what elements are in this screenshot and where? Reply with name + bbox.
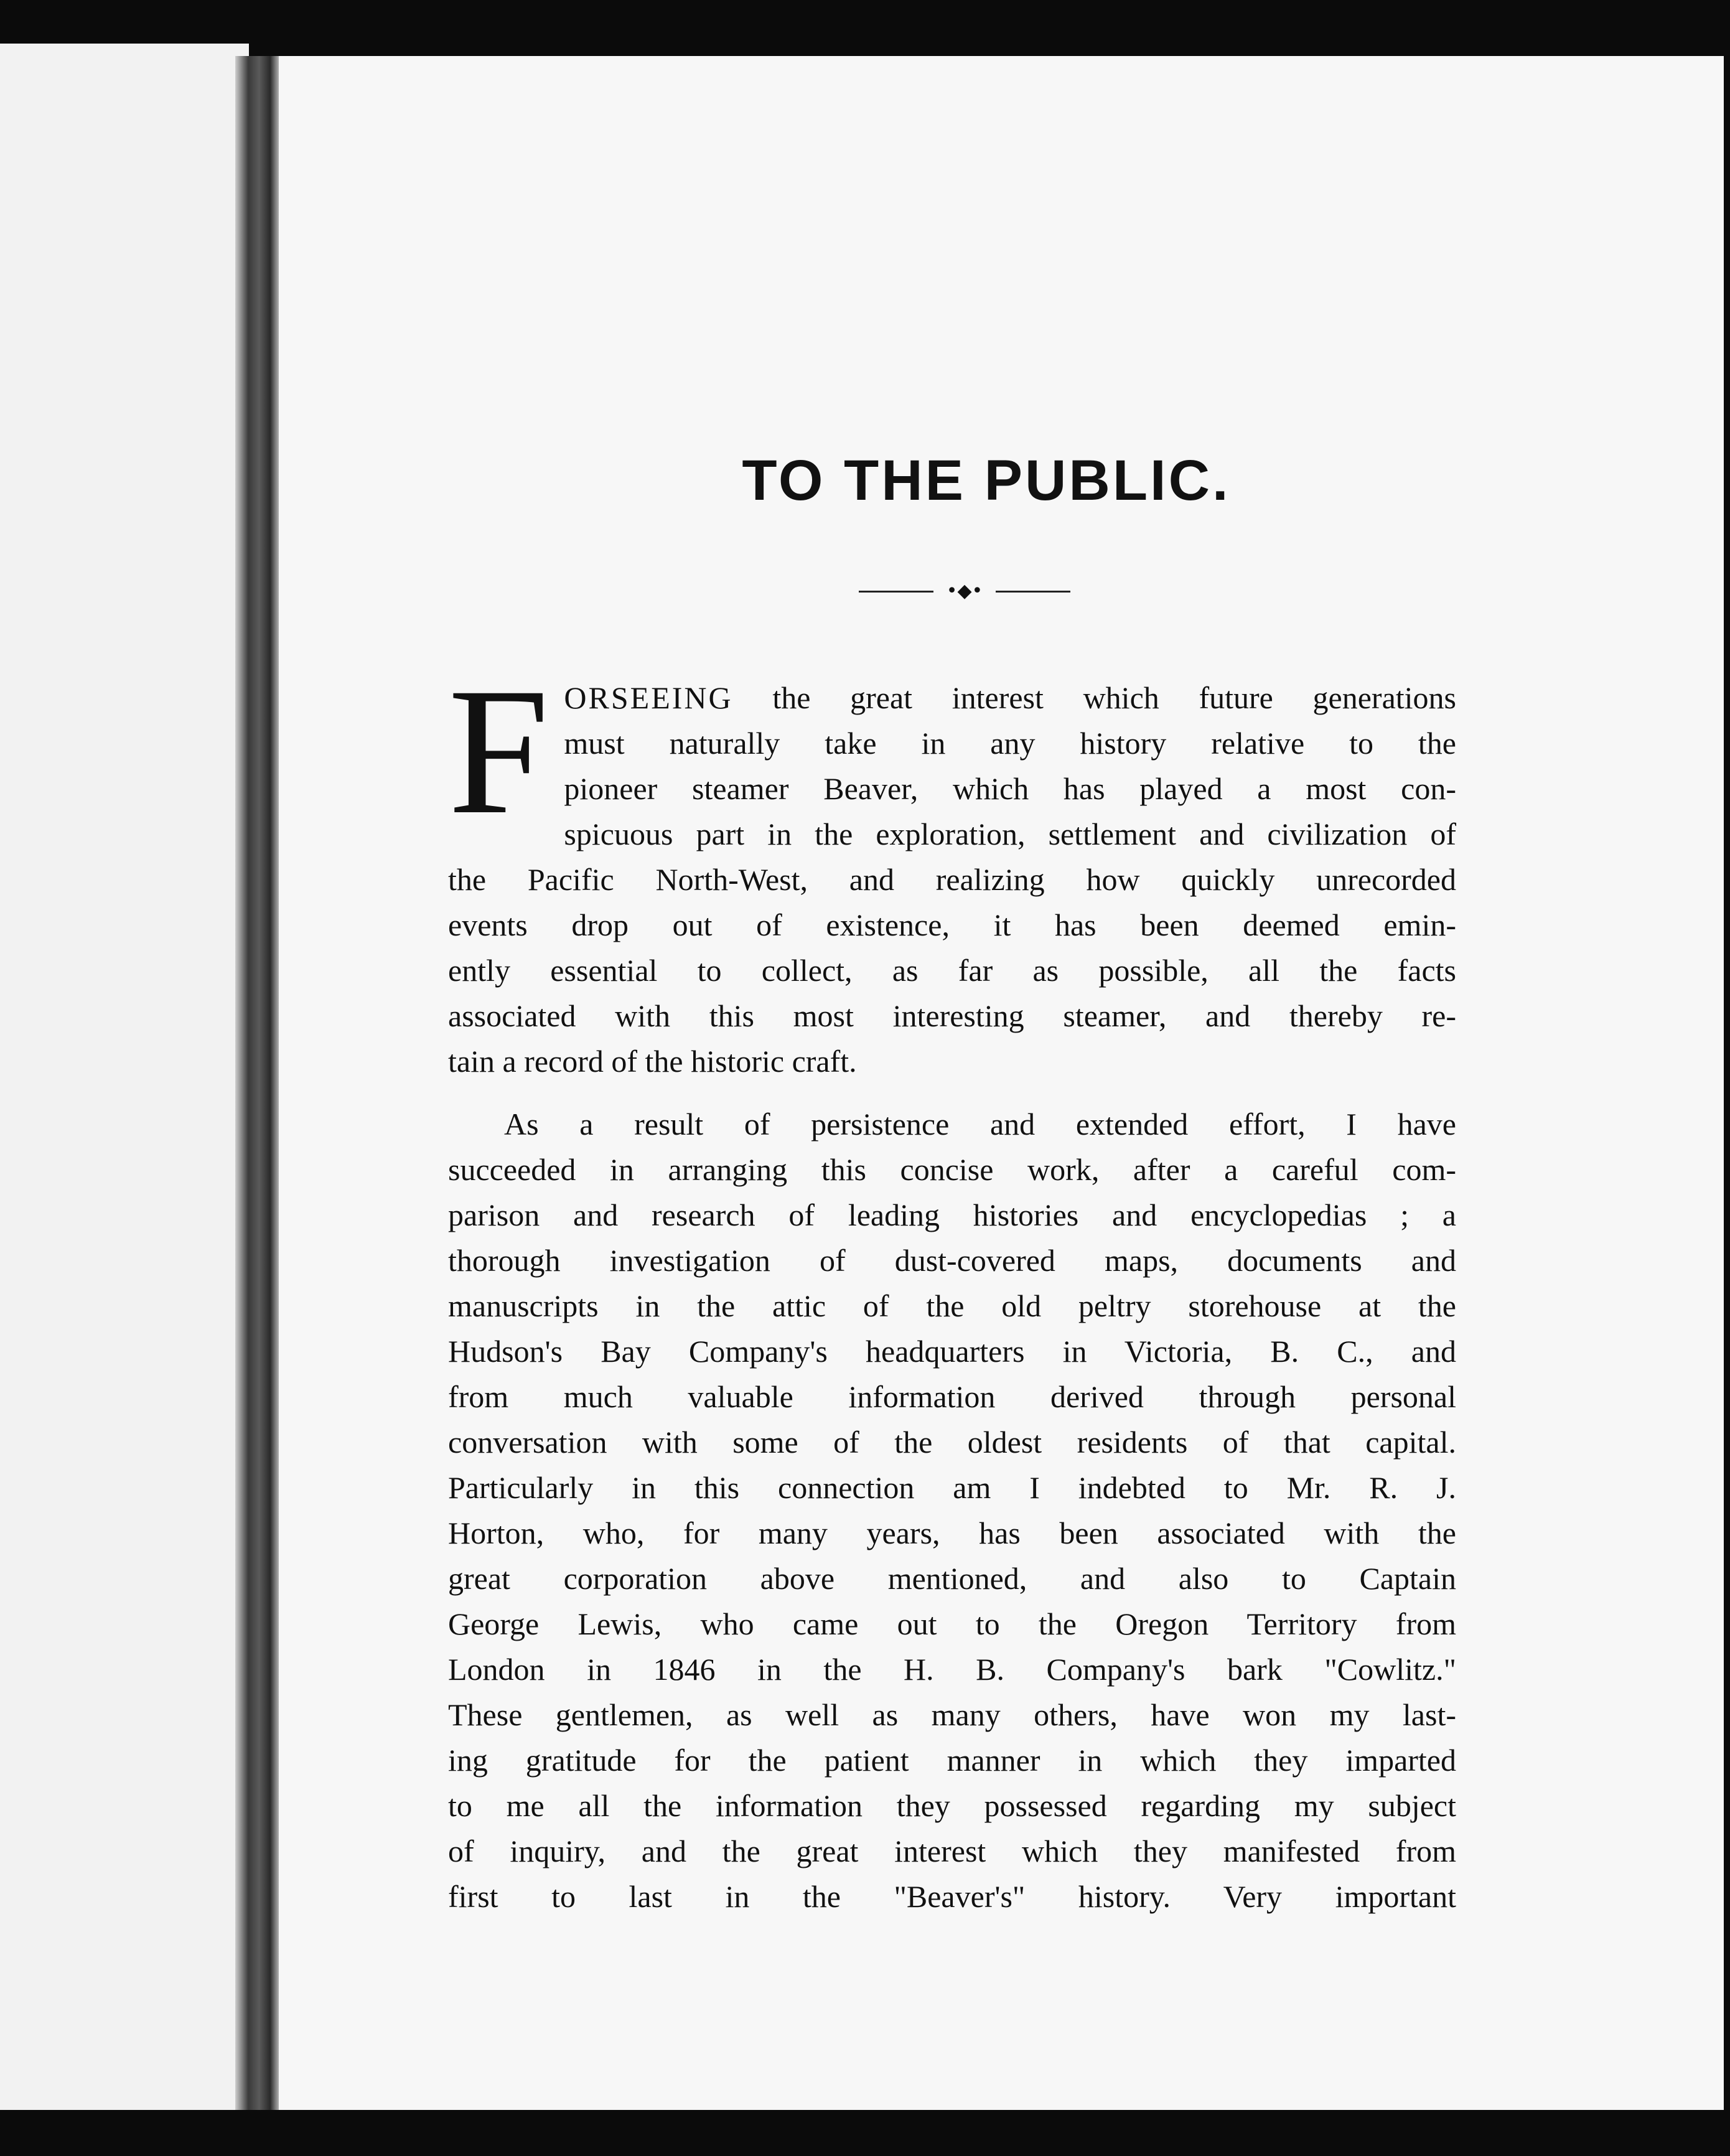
text-line: must naturally take in any history relative to the: [564, 726, 1456, 761]
text-line: parison and research of leading histories and encyclopedias ; a: [448, 1198, 1456, 1232]
text-line: Hudson's Bay Company's headquarters in Victoria, B. C., and: [448, 1334, 1456, 1369]
text-line: tain a record of the historic craft.: [448, 1044, 857, 1079]
text-line: manuscripts in the attic of the old peltry storehouse at the: [448, 1288, 1456, 1323]
text-line: succeeded in arranging this concise work, after a careful com-: [448, 1152, 1456, 1187]
text-line: ing gratitude for the patient manner in which they imparted: [448, 1743, 1456, 1778]
text-line-content: the great interest which future generations: [772, 680, 1457, 715]
text-line: the Pacific North-West, and realizing how quickly unrecorded: [448, 862, 1456, 897]
text-line: These gentlemen, as well as many others, have won my last-: [448, 1697, 1456, 1732]
left-page: [0, 44, 249, 2110]
text-line: thorough investigation of dust-covered maps, documents and: [448, 1243, 1456, 1278]
text-line: events drop out of existence, it has been deemed emin-: [448, 907, 1456, 942]
ornament-rule-left: [859, 591, 933, 593]
text-line: ently essential to collect, as far as possible, all the facts: [448, 953, 1456, 988]
title-ornament: [859, 582, 1070, 601]
bottom-edge: [0, 2110, 1730, 2156]
first-word: ORSEEING: [564, 680, 733, 715]
text-line: Horton, who, for many years, has been associated with the: [448, 1516, 1456, 1550]
book-gutter: [235, 56, 279, 2110]
text-line: from much valuable information derived through personal: [448, 1379, 1456, 1414]
text-line: of inquiry, and the great interest which they manifested from: [448, 1834, 1456, 1868]
text-line: first to last in the "Beaver's" history. Very important: [448, 1879, 1456, 1914]
ornament-rule-right: [996, 591, 1070, 593]
text-line: great corporation above mentioned, and also to Captain: [448, 1561, 1456, 1596]
text-line: [448, 675, 1456, 721]
text-line: conversation with some of the oldest residents of that capital.: [448, 1425, 1456, 1460]
text-line: spicuous part in the exploration, settlement and civilization of: [564, 817, 1456, 851]
text-line: London in 1846 in the H. B. Company's bark "Cowlitz.": [448, 1652, 1456, 1687]
paragraph-2: [448, 1102, 1456, 1919]
text-line: George Lewis, who came out to the Oregon Territory from: [448, 1606, 1456, 1641]
text-line: Particularly in this connection am I indebted to Mr. R. J.: [448, 1470, 1456, 1505]
text-line: associated with this most interesting steamer, and thereby re-: [448, 998, 1456, 1033]
paragraph-1: [448, 651, 1457, 1084]
text-line: pioneer steamer Beaver, which has played a most con-: [564, 771, 1456, 806]
ornament-glyph: •◆•: [946, 580, 983, 602]
page-title: TO THE PUBLIC.: [742, 449, 1231, 512]
text-line: to me all the information they possessed regarding my subject: [448, 1788, 1456, 1823]
text-line: As a result of persistence and extended effort, I have: [504, 1107, 1456, 1141]
drop-cap: F: [448, 651, 549, 852]
